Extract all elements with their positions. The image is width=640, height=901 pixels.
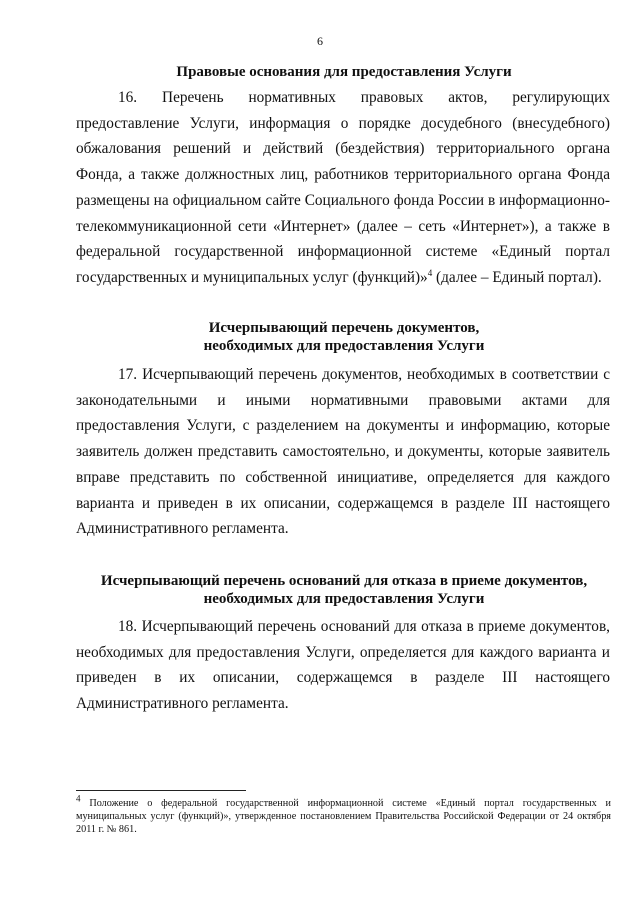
paragraph-16 [76, 85, 610, 291]
footnote-text: Положение о федеральной государственной информационной системе «Единый портал государственных и муниципальных услуг (функций)», утвержденное постановлением Правительства Российской Федерации от 24 октября 2011 г. № 861. [76, 798, 611, 835]
heading-line: Исчерпывающий перечень документов, [208, 320, 480, 336]
footnote [76, 793, 611, 836]
footnote-marker: 4 [76, 793, 81, 804]
section-heading-documents-list [76, 319, 612, 355]
heading-line: необходимых для предоставления Услуги [203, 591, 485, 607]
paragraph-text: 16. Перечень нормативных правовых актов, регулирующих предоставление Услуги, информация о порядке досудебного (внесудебного) обжалования решений и действий (бездействия) территориального органа Фонда, а также должностных лиц, работников территориального органа Фонда размещены на официальном сайте Социального фонда России в информационно-телекоммуникационной сети «Интернет» (далее – сеть «Интернет»), а также в федеральной государственной информационной системе «Единый портал государственных и муниципальных услуг (функций)» [76, 89, 610, 286]
footnote-reference: 4 [427, 267, 433, 278]
heading-line: необходимых для предоставления Услуги [203, 338, 485, 354]
heading-line: Исчерпывающий перечень оснований для отказа в приеме документов, [100, 573, 588, 589]
page-number: 6 [317, 34, 323, 48]
paragraph-17: 17. Исчерпывающий перечень документов, необходимых в соответствии с законодательными и иными нормативными правовыми актами для предоставления Услуги, с разделением на документы и информацию, которые заявитель должен представить самостоятельно, и документы, которые заявитель вправе представить по собственной инициативе, определяется для каждого варианта и приведен в их описании, содержащемся в разделе III настоящего Административного регламента. [76, 366, 610, 538]
paragraph-18: 18. Исчерпывающий перечень оснований для отказа в приеме документов, необходимых для предоставления Услуги, определяется для каждого варианта и приведен в их описании, содержащемся в разделе III настоящего Административного регламента. [76, 618, 610, 713]
section-heading-legal-basis [76, 63, 612, 81]
section-heading-refusal-grounds [76, 572, 612, 608]
paragraph-text-tail: (далее – Единый портал). [432, 268, 602, 286]
footnote-separator [76, 790, 246, 791]
heading-line: Правовые основания для предоставления Услуги [176, 64, 512, 80]
